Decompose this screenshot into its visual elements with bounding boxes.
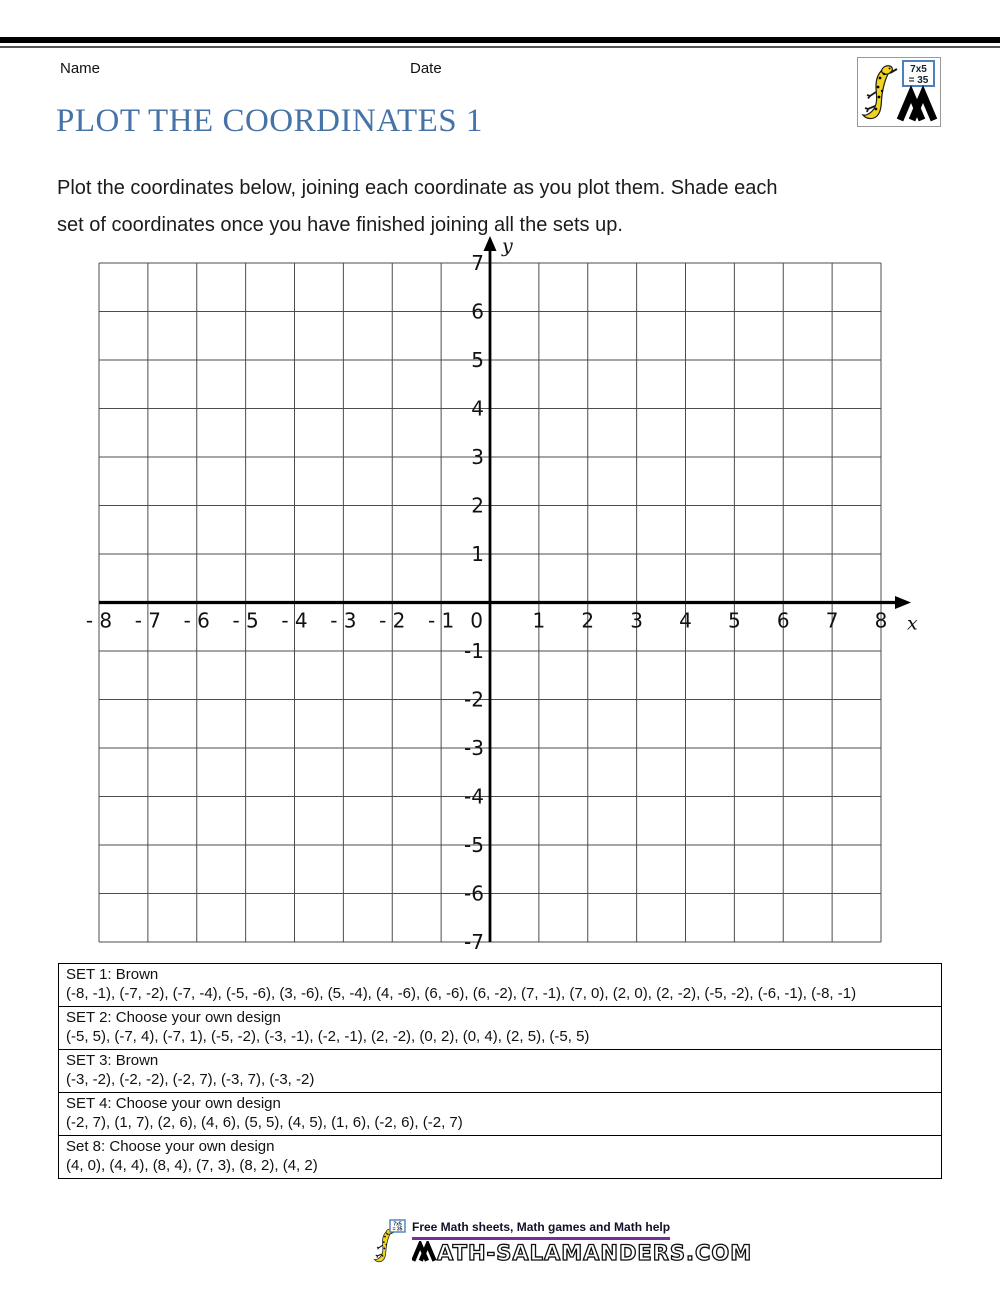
svg-text:4: 4: [679, 608, 692, 633]
coordinate-grid: [60, 235, 940, 957]
svg-text:-3: -3: [464, 736, 484, 760]
svg-text:7: 7: [471, 251, 484, 275]
svg-text:5: 5: [728, 608, 741, 633]
set-coordinates: (-2, 7), (1, 7), (2, 6), (4, 6), (5, 5), (4, 5), (1, 6), (-2, 6), (-2, 7): [66, 1114, 463, 1131]
logo-sign-line1: 7x5: [910, 64, 927, 75]
set-row-2: [59, 1007, 941, 1050]
instructions-line-1: Plot the coordinates below, joining each coordinate as you plot them. Shade each: [57, 177, 778, 199]
set-row-3: [59, 1050, 941, 1093]
set-label: SET 3: Brown: [66, 1052, 159, 1069]
svg-text:- 8: - 8: [85, 608, 113, 633]
svg-text:2: 2: [581, 608, 595, 633]
svg-text:- 1: - 1: [427, 608, 455, 633]
svg-text:1: 1: [471, 542, 484, 566]
svg-text:6: 6: [776, 608, 790, 633]
svg-text:-2: -2: [464, 687, 484, 712]
svg-text:7: 7: [825, 608, 839, 633]
coordinate-sets-table: [58, 963, 942, 1179]
instructions-line-2: set of coordinates once you have finished joining all the sets up.: [57, 214, 623, 236]
footer-wordmark: [412, 1241, 752, 1264]
instructions-text: [57, 170, 777, 244]
svg-text:- 2: - 2: [379, 608, 406, 633]
svg-text:= 35: = 35: [392, 1226, 403, 1233]
svg-text:5: 5: [471, 348, 484, 372]
svg-text:2: 2: [471, 493, 484, 518]
set-coordinates: (-8, -1), (-7, -2), (-7, -4), (-5, -6), (3, -6), (5, -4), (4, -6), (6, -6), (6, -2), (7, -1), (7, 0), (2, 0), (2, -2), (-5, -2), (-6, -1), (-8, -1): [66, 985, 857, 1002]
svg-text:- 3: - 3: [330, 608, 357, 633]
set-row-4: [59, 1093, 941, 1136]
svg-text:y: y: [502, 235, 513, 257]
svg-text:1: 1: [532, 608, 546, 633]
set-row-1: [59, 964, 941, 1007]
logo-sign-line2: = 35: [908, 75, 929, 86]
set-label: Set 8: Choose your own design: [66, 1138, 275, 1155]
svg-text:- 6: - 6: [183, 608, 210, 633]
svg-text:3: 3: [471, 445, 484, 469]
set-label: SET 4: Choose your own design: [66, 1095, 281, 1112]
set-coordinates: (-5, 5), (-7, 4), (-7, 1), (-5, -2), (-3, -1), (-2, -1), (2, -2), (0, 2), (0, 4), (2, 5), (-5, 5): [66, 1028, 590, 1045]
math-salamanders-logo: [857, 57, 941, 127]
set-coordinates: (-3, -2), (-2, -2), (-2, 7), (-3, 7), (-3, -2): [66, 1071, 315, 1088]
top-divider-thin-line: [0, 46, 1000, 48]
date-field-label: Date: [410, 60, 442, 77]
svg-text:-5: -5: [464, 833, 484, 857]
svg-text:- 4: - 4: [281, 608, 308, 633]
svg-text:- 7: - 7: [134, 608, 162, 633]
set-row-5: [59, 1136, 941, 1178]
svg-text:3: 3: [630, 608, 643, 633]
footer-m-logo-icon: [412, 1241, 437, 1264]
salamander-logo-icon: [858, 58, 940, 126]
svg-text:8: 8: [874, 608, 888, 633]
svg-text:4: 4: [471, 396, 484, 421]
svg-text:x: x: [907, 612, 918, 635]
footer-tagline: Free Math sheets, Math games and Math help: [412, 1220, 670, 1240]
page-title: PLOT THE COORDINATES 1: [56, 103, 483, 139]
set-coordinates: (4, 0), (4, 4), (8, 4), (7, 3), (8, 2), (4, 2): [66, 1157, 318, 1174]
svg-text:- 5: - 5: [232, 608, 259, 633]
footer-salamander-icon: [372, 1218, 406, 1266]
top-divider-bar: [0, 37, 1000, 43]
set-label: SET 2: Choose your own design: [66, 1009, 281, 1026]
set-label: SET 1: Brown: [66, 966, 159, 983]
svg-text:0: 0: [470, 608, 483, 633]
svg-text:6: 6: [471, 299, 484, 324]
name-field-label: Name: [60, 60, 101, 77]
coordinate-grid-svg: [60, 235, 940, 957]
svg-text:7x5: 7x5: [393, 1221, 402, 1228]
footer-site-name: ATH-SALAMANDERS.COM: [437, 1241, 753, 1265]
footer-brand: [372, 1218, 752, 1266]
svg-text:-7: -7: [464, 930, 484, 954]
svg-text:-4: -4: [464, 784, 484, 809]
svg-text:-6: -6: [464, 881, 484, 906]
svg-text:-1: -1: [464, 639, 484, 663]
